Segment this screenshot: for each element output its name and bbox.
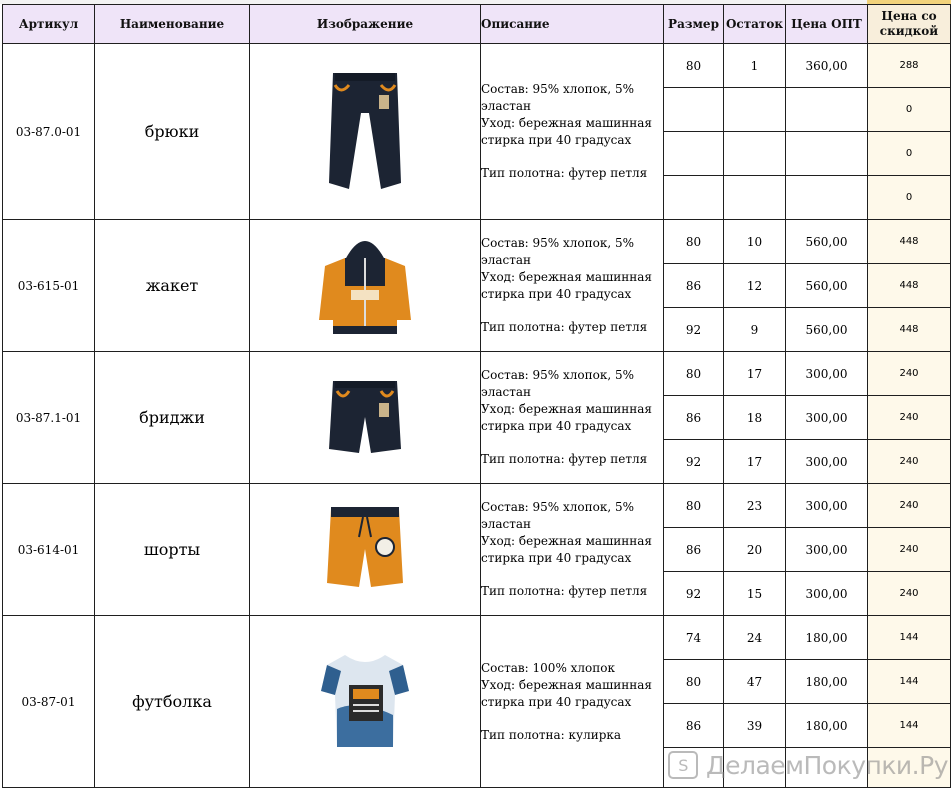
discount-cell: 240 <box>868 484 951 528</box>
size-cell: 92 <box>664 308 724 352</box>
watermark-logo-icon: S <box>668 751 698 779</box>
size-cell: 80 <box>664 484 724 528</box>
description-cell <box>481 44 664 220</box>
name-cell: футболка <box>95 616 250 788</box>
name-cell: брюки <box>95 44 250 220</box>
description-line: Тип полотна: футер петля <box>481 584 648 598</box>
price-cell: 560,00 <box>786 220 868 264</box>
navy-pants-icon <box>325 180 405 199</box>
stock-cell: 17 <box>724 352 786 396</box>
tshirt-icon <box>319 736 411 755</box>
size-cell <box>664 132 724 176</box>
watermark-text: ДелаемПокупки.Ру <box>706 750 948 780</box>
description-line: Тип полотна: футер петля <box>481 320 648 334</box>
header-image: Изображение <box>250 5 481 44</box>
size-cell: 80 <box>664 44 724 88</box>
size-cell: 80 <box>664 352 724 396</box>
description-line: Уход: бережная машинная стирка при 40 градусах <box>481 534 652 565</box>
orange-shorts-icon <box>323 578 407 597</box>
table-row <box>3 44 951 88</box>
image-cell <box>250 352 481 484</box>
stock-cell: 15 <box>724 572 786 616</box>
name-cell: шорты <box>95 484 250 616</box>
discount-cell: 0 <box>868 88 951 132</box>
discount-cell: 144 <box>868 616 951 660</box>
description-line: Уход: бережная машинная стирка при 40 градусах <box>481 116 652 147</box>
price-cell: 180,00 <box>786 660 868 704</box>
stock-cell: 9 <box>724 308 786 352</box>
stock-cell: 17 <box>724 440 786 484</box>
header-name: Наименование <box>95 5 250 44</box>
size-cell: 86 <box>664 264 724 308</box>
article-cell: 03-87.0-01 <box>3 44 95 220</box>
header-description: Описание <box>481 5 664 44</box>
discount-cell: 240 <box>868 352 951 396</box>
price-cell: 300,00 <box>786 572 868 616</box>
description-cell <box>481 352 664 484</box>
description-gap <box>481 303 663 319</box>
description-gap <box>481 149 663 165</box>
stock-cell: 10 <box>724 220 786 264</box>
price-cell: 560,00 <box>786 308 868 352</box>
price-cell: 560,00 <box>786 264 868 308</box>
discount-cell: 240 <box>868 572 951 616</box>
stock-cell <box>724 88 786 132</box>
price-cell: 300,00 <box>786 528 868 572</box>
price-cell: 300,00 <box>786 440 868 484</box>
discount-cell: 240 <box>868 396 951 440</box>
size-cell: 86 <box>664 704 724 748</box>
price-cell: 180,00 <box>786 616 868 660</box>
size-cell: 92 <box>664 440 724 484</box>
header-price: Цена ОПТ <box>786 5 868 44</box>
price-cell <box>786 132 868 176</box>
description-cell <box>481 616 664 788</box>
price-cell <box>786 88 868 132</box>
discount-cell: 448 <box>868 308 951 352</box>
description-line: Тип полотна: футер петля <box>481 166 648 180</box>
discount-cell: 0 <box>868 176 951 220</box>
name-cell: жакет <box>95 220 250 352</box>
article-cell: 03-615-01 <box>3 220 95 352</box>
description-line: Тип полотна: кулирка <box>481 727 622 742</box>
article-cell: 03-614-01 <box>3 484 95 616</box>
size-cell: 80 <box>664 220 724 264</box>
table-row <box>3 352 951 396</box>
stock-cell: 1 <box>724 44 786 88</box>
image-cell <box>250 484 481 616</box>
header-row <box>3 5 951 44</box>
article-cell: 03-87.1-01 <box>3 352 95 484</box>
discount-cell: 144 <box>868 704 951 748</box>
size-cell: 80 <box>664 660 724 704</box>
header-size: Размер <box>664 5 724 44</box>
stock-cell <box>724 132 786 176</box>
stock-cell: 23 <box>724 484 786 528</box>
description-line: Тип полотна: футер петля <box>481 452 648 466</box>
price-table <box>2 4 951 788</box>
description-gap <box>481 567 663 583</box>
header-stock: Остаток <box>724 5 786 44</box>
description-line: Состав: 100% хлопок <box>481 660 615 675</box>
stock-cell: 18 <box>724 396 786 440</box>
description-cell <box>481 220 664 352</box>
size-cell: 92 <box>664 572 724 616</box>
stock-cell: 24 <box>724 616 786 660</box>
price-cell: 360,00 <box>786 44 868 88</box>
stock-cell: 39 <box>724 704 786 748</box>
navy-breeches-icon <box>325 442 405 461</box>
discount-cell: 448 <box>868 264 951 308</box>
description-gap <box>481 711 663 727</box>
discount-cell: 0 <box>868 132 951 176</box>
discount-cell: 144 <box>868 660 951 704</box>
description-gap <box>481 435 663 451</box>
discount-cell: 448 <box>868 220 951 264</box>
header-discount: Цена со скидкой <box>868 5 951 44</box>
price-cell <box>786 176 868 220</box>
stock-cell <box>724 176 786 220</box>
stock-cell: 47 <box>724 660 786 704</box>
table-row <box>3 616 951 660</box>
description-line: Уход: бережная машинная стирка при 40 градусах <box>481 270 652 301</box>
table-row <box>3 220 951 264</box>
name-cell: бриджи <box>95 352 250 484</box>
image-cell <box>250 616 481 788</box>
size-cell <box>664 176 724 220</box>
size-cell <box>664 88 724 132</box>
image-cell <box>250 44 481 220</box>
image-cell <box>250 220 481 352</box>
price-cell: 300,00 <box>786 484 868 528</box>
stock-cell: 12 <box>724 264 786 308</box>
description-cell <box>481 484 664 616</box>
description-line: Уход: бережная машинная стирка при 40 градусах <box>481 402 652 433</box>
table-row <box>3 484 951 528</box>
description-line: Состав: 95% хлопок, 5% эластан <box>481 82 635 113</box>
hooded-jacket-icon <box>315 323 415 342</box>
description-line: Уход: бережная машинная стирка при 40 градусах <box>481 677 652 709</box>
stock-cell: 20 <box>724 528 786 572</box>
article-cell: 03-87-01 <box>3 616 95 788</box>
size-cell: 74 <box>664 616 724 660</box>
discount-cell: 288 <box>868 44 951 88</box>
watermark <box>668 745 948 785</box>
description-line: Состав: 95% хлопок, 5% эластан <box>481 236 635 267</box>
price-cell: 300,00 <box>786 352 868 396</box>
description-line: Состав: 95% хлопок, 5% эластан <box>481 500 635 531</box>
discount-cell: 240 <box>868 528 951 572</box>
size-cell: 86 <box>664 528 724 572</box>
price-cell: 300,00 <box>786 396 868 440</box>
discount-cell: 240 <box>868 440 951 484</box>
description-line: Состав: 95% хлопок, 5% эластан <box>481 368 635 399</box>
price-cell: 180,00 <box>786 704 868 748</box>
header-article: Артикул <box>3 5 95 44</box>
size-cell: 86 <box>664 396 724 440</box>
